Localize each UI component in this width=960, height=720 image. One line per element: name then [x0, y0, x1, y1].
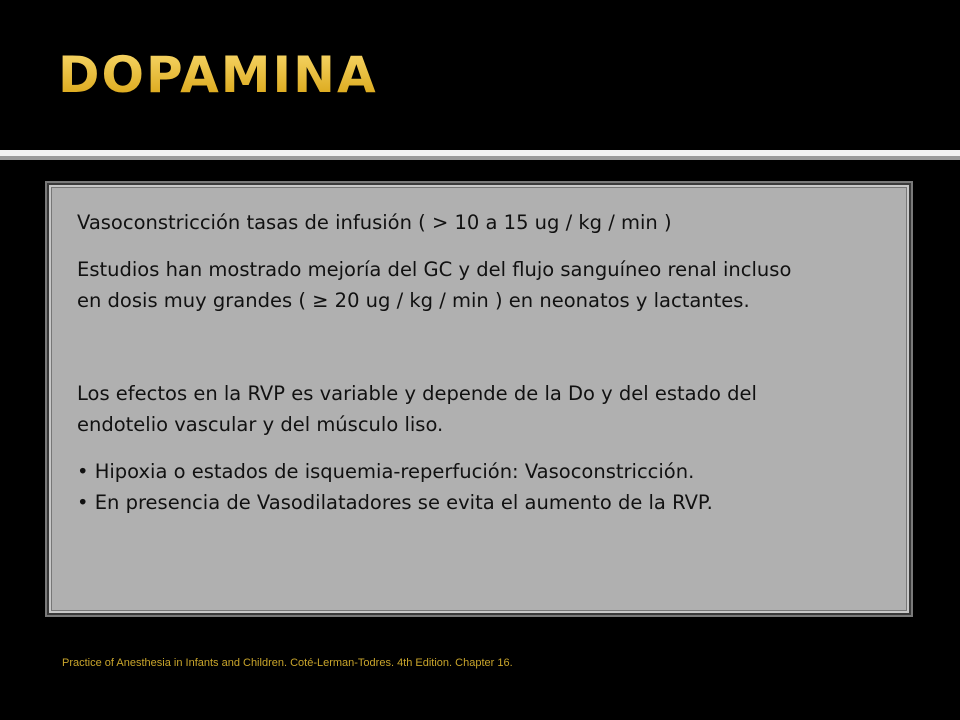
body-paragraph-3-line-2: endotelio vascular y del músculo liso. [77, 413, 444, 436]
body-paragraph-2-line-2: en dosis muy grandes ( ≥ 20 ug / kg / min ) en neonatos y lactantes. [77, 289, 750, 312]
content-text-box [47, 183, 911, 615]
bullet-item: • Hipoxia o estados de isquemia-reperfución: Vasoconstricción. [77, 460, 695, 483]
citation-footnote: Practice of Anesthesia in Infants and Children. Coté-Lerman-Todres. 4th Edition. Chapter 16. [62, 657, 513, 669]
title-bar [0, 0, 960, 150]
body-line-1: Vasoconstricción tasas de infusión ( > 10 a 15 ug / kg / min ) [77, 211, 672, 234]
content-text [77, 207, 887, 518]
bullet-item: • En presencia de Vasodilatadores se evita el aumento de la RVP. [77, 491, 713, 514]
slide-title: DOPAMINA [58, 46, 378, 104]
body-paragraph-2-line-1: Estudios han mostrado mejoría del GC y del flujo sanguíneo renal incluso [77, 258, 792, 281]
body-paragraph-3-line-1: Los efectos en la RVP es variable y depende de la Do y del estado del [77, 382, 757, 405]
